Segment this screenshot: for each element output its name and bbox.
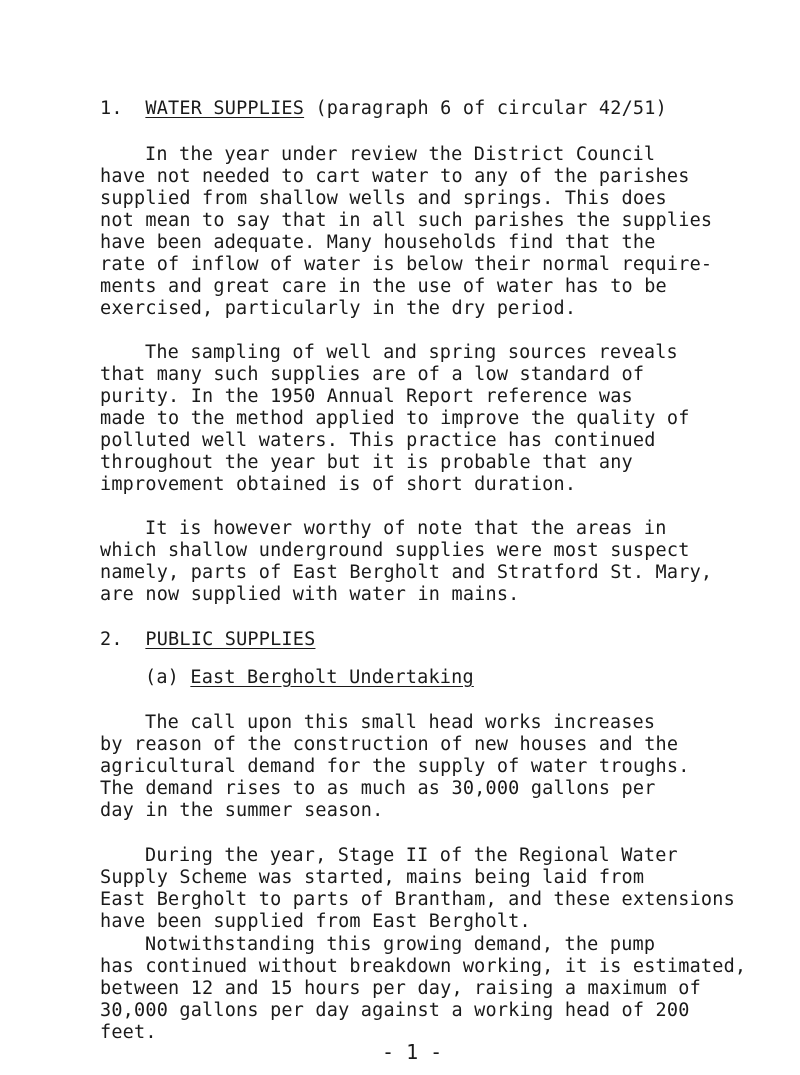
text-line: has continued without breakdown working, it is estimated, xyxy=(100,956,747,977)
section-2a-heading xyxy=(145,667,474,689)
text-line: are now supplied with water in mains. xyxy=(100,584,520,605)
text-line: The sampling of well and spring sources reveals xyxy=(145,342,678,363)
text-line: Notwithstanding this growing demand, the pump xyxy=(145,934,656,955)
text-line: namely, parts of East Bergholt and Stratford St. Mary, xyxy=(100,562,713,583)
text-line: It is however worthy of note that the areas in xyxy=(145,518,667,539)
text-line: which shallow underground supplies were most suspect xyxy=(100,540,690,561)
page-number: - 1 - xyxy=(382,1040,443,1064)
section-1-title-suffix: (paragraph 6 of circular 42/51) xyxy=(304,98,667,119)
section-1-heading xyxy=(100,98,667,120)
text-line: ments and great care in the use of water has to be xyxy=(100,276,667,297)
text-line: East Bergholt to parts of Brantham, and these extensions xyxy=(100,889,735,910)
text-line: agricultural demand for the supply of water troughs. xyxy=(100,756,690,777)
text-line: day in the summer season. xyxy=(100,800,384,821)
section-1-title: WATER SUPPLIES xyxy=(145,98,305,119)
text-line: During the year, Stage II of the Regional Water xyxy=(145,845,678,866)
text-line: have been adequate. Many households find that the xyxy=(100,232,656,253)
text-line: polluted well waters. This practice has continued xyxy=(100,430,656,451)
text-line: that many such supplies are of a low standard of xyxy=(100,364,645,385)
section-2-number: 2. xyxy=(100,629,123,650)
text-line: The call upon this small head works increases xyxy=(145,712,656,733)
text-line: exercised, particularly in the dry period. xyxy=(100,298,577,319)
text-line: improvement obtained is of short duration. xyxy=(100,474,577,495)
text-line: between 12 and 15 hours per day, raising a maximum of xyxy=(100,978,701,999)
text-line: made to the method applied to improve the quality of xyxy=(100,408,690,429)
text-line: rate of inflow of water is below their normal require- xyxy=(100,254,713,275)
text-line: by reason of the construction of new houses and the xyxy=(100,734,679,755)
text-line: throughout the year but it is probable that any xyxy=(100,452,633,473)
text-line: Supply Scheme was started, mains being laid from xyxy=(100,867,645,888)
text-line: supplied from shallow wells and springs. This does xyxy=(100,188,667,209)
text-line: feet. xyxy=(100,1022,157,1043)
text-line: 30,000 gallons per day against a working head of 200 xyxy=(100,1000,690,1021)
section-2a-label: (a) xyxy=(145,667,180,688)
section-2a-title: East Bergholt Undertaking xyxy=(190,667,474,688)
text-line: not mean to say that in all such parishes the supplies xyxy=(100,210,713,231)
section-1-number: 1. xyxy=(100,98,123,119)
section-2-heading xyxy=(100,629,315,651)
text-line: have been supplied from East Bergholt. xyxy=(100,911,531,932)
section-2-title: PUBLIC SUPPLIES xyxy=(145,629,316,650)
text-line: In the year under review the District Council xyxy=(145,144,656,165)
text-line: purity. In the 1950 Annual Report reference was xyxy=(100,386,633,407)
text-line: The demand rises to as much as 30,000 gallons per xyxy=(100,778,656,799)
text-line: have not needed to cart water to any of the parishes xyxy=(100,166,690,187)
